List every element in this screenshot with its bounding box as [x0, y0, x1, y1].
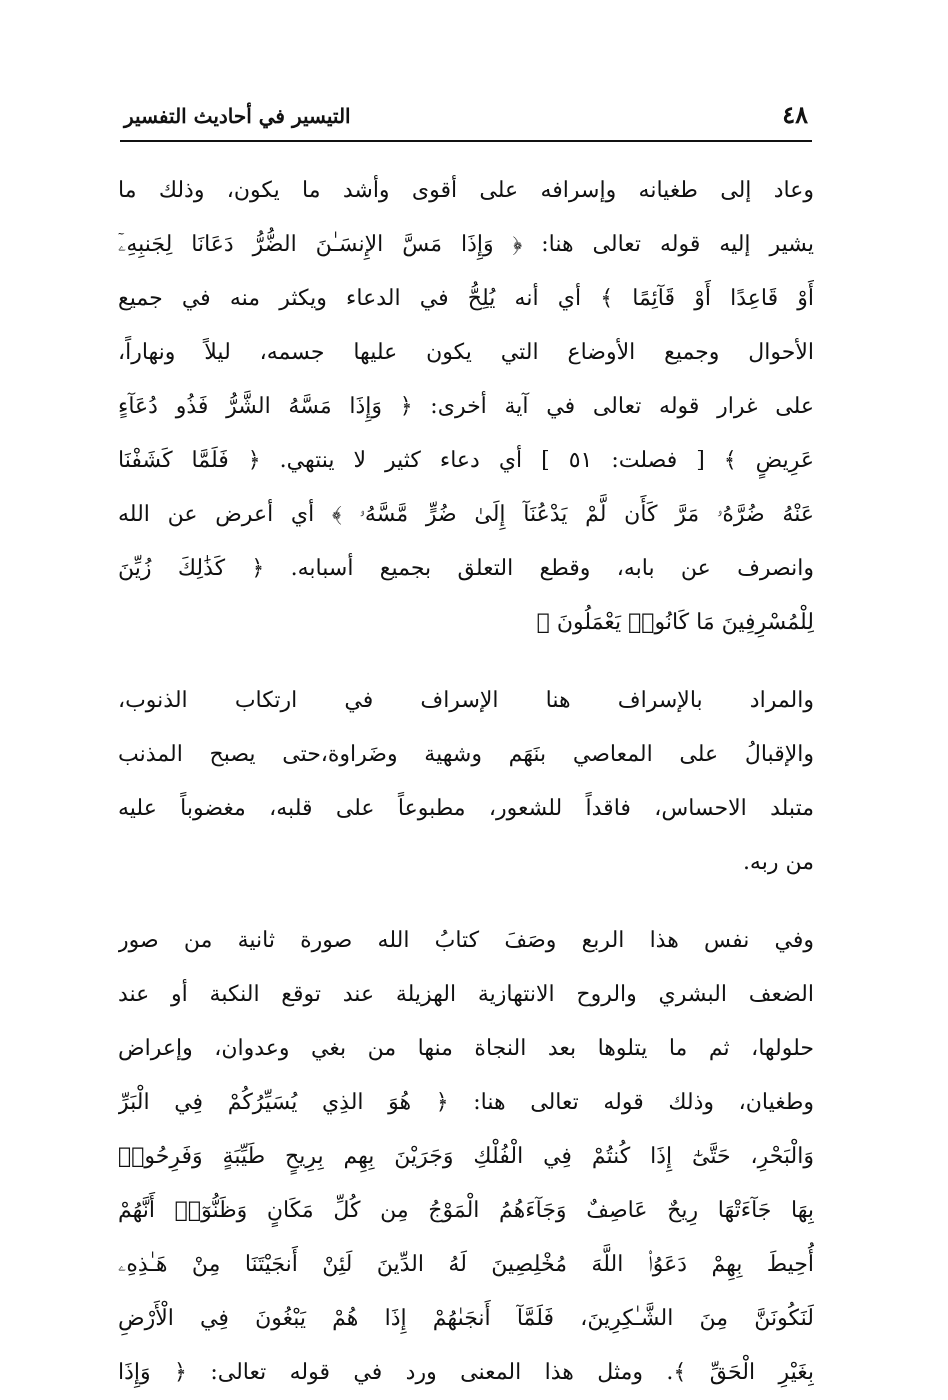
text-line: من ربه.	[742, 850, 814, 875]
text-line: وَالْبَحْرِ، حَتَّىٰٓ إِذَا كُنتُمْ فِي الْفُلْكِ وَجَرَيْنَ بِهِم بِرِيحٍ طَيِّبَةٍ وَفَرِحُوا۟	[118, 1144, 814, 1169]
paragraph-1	[118, 164, 814, 650]
text-line: وانصرف عن بابه، وقطع التعلق بجميع أسبابه. ﴿ كَذَٰلِكَ زُيِّنَ	[118, 556, 814, 581]
text-line: أُحِيطَ بِهِمْ دَعَوُا۟ اللَّهَ مُخْلِصِينَ لَهُ الدِّينَ لَئِنْ أَنجَيْتَنَا مِنْ هَـٰذِهِۦ	[118, 1252, 814, 1277]
paragraph-gap	[118, 650, 814, 674]
text-line: متبلد الاحساس، فاقداً للشعور، مطبوعاً على قلبه، مغضوباً عليه	[118, 796, 814, 821]
paragraph-3	[118, 914, 814, 1400]
page-header	[120, 96, 812, 142]
text-line: وطغيان، وذلك قوله تعالى هنا: ﴿ هُوَ الذِي يُسَيِّرُكُمْ فِي الْبَرِّ	[118, 1090, 814, 1115]
text-line: الأحوال وجميع الأوضاع التي يكون عليها جسمه، ليلاً ونهاراً،	[118, 340, 814, 365]
page-body	[118, 164, 814, 1400]
text-line: حلولها، ثم ما يتلوها بعد النجاة منها من بغي وعدوان، وإعراض	[118, 1036, 814, 1061]
text-line: على غرار قوله تعالى في آية أخرى: ﴿ وَإِذَا مَسَّهُ الشَّرُّ فَذُو دُعَآءٍ	[118, 394, 814, 419]
text-line: يشير إليه قوله تعالى هنا: ﴿ وَإِذَا مَسَّ الإِنسَـٰنَ الضُّرُّ دَعَانَا لِجَنبِهِۦٓ	[118, 232, 814, 257]
text-line: والمراد بالإسراف هنا الإسراف في ارتكاب الذنوب،	[118, 688, 814, 713]
paragraph-gap	[118, 890, 814, 914]
text-line: أَوْ قَاعِدًا أَوْ قَآئِمًا ﴾ أي أنه يُلِحُّ في الدعاء ويكثر منه في جميع	[118, 286, 814, 311]
text-line: الضعف البشري والروح الانتهازية الهزيلة عند توقع النكبة أو عند	[118, 982, 814, 1007]
text-line: وعاد إلى طغيانه وإسرافه على أقوى وأشد ما يكون، وذلك ما	[118, 178, 814, 203]
text-line: وفي نفس هذا الربع وصَفَ كتابُ الله صورة ثانية من صور	[118, 928, 814, 953]
text-line: بِغَيْرِ الْحَقِّ ﴾. ومثل هذا المعنى ورد في قوله تعالى: ﴿ وَإِذَا	[118, 1360, 814, 1385]
text-line: عَرِيضٍ ﴾ [ فصلت: ٥١ ] أي دعاء كثير لا ينتهي. ﴿ فَلَمَّا كَشَفْنَا	[118, 448, 814, 473]
text-line: بِهَا جَآءَتْهَا رِيحٌ عَاصِفٌ وَجَآءَهُمُ الْمَوْجُ مِن كُلِّ مَكَانٍ وَظَنُّوٓا۟ أَنَّهُمْ	[118, 1198, 814, 1223]
page-number: ٤٨	[782, 100, 808, 129]
running-title: التيسير في أحاديث التفسير	[124, 104, 351, 128]
text-line: لِلْمُسْرِفِينَ مَا كَانُوا۟ يَعْمَلُونَ ﴾	[536, 610, 814, 635]
text-line: والإقبالُ على المعاصي بنَهَم وشهية وضَراوة،حتى يصبح المذنب	[118, 742, 814, 767]
text-line: عَنْهُ ضُرَّهُۥ مَرَّ كَأَن لَّمْ يَدْعُنَآ إِلَىٰ ضُرٍّ مَّسَّهُۥ ﴾ أي أعرض عن الله	[118, 502, 814, 527]
paragraph-2	[118, 674, 814, 890]
text-line: لَنَكُونَنَّ مِنَ الشَّـٰكِرِينَ، فَلَمَّآ أَنجَىٰهُمْ إِذَا هُمْ يَبْغُونَ فِي الْأَرْضِ	[118, 1306, 814, 1331]
